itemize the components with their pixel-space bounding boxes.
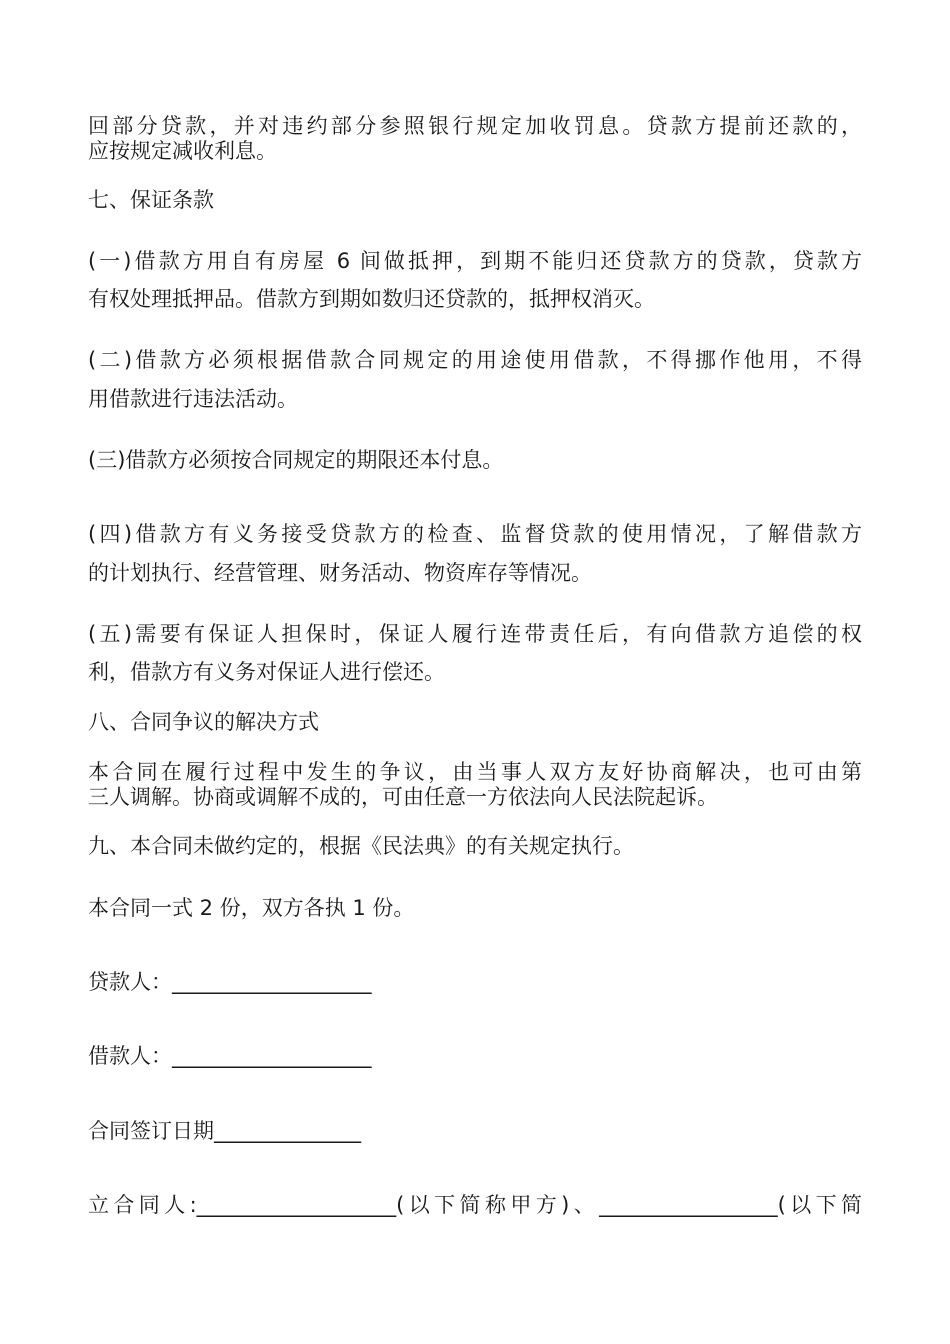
signature-line-lender: 贷款人：___________________ bbox=[88, 970, 372, 994]
section-heading: 九、本合同未做约定的，根据《民法典》的有关规定执行。 bbox=[88, 834, 634, 858]
paragraph-line: 回部分贷款，并对违约部分参照银行规定加收罚息。贷款方提前还款的， bbox=[88, 114, 862, 138]
section-heading: 八、合同争议的解决方式 bbox=[88, 710, 319, 734]
paragraph-line: (一)借款方用自有房屋 6 间做抵押，到期不能归还贷款方的贷款，贷款方 bbox=[88, 249, 862, 273]
signature-line-borrower: 借款人：___________________ bbox=[88, 1044, 372, 1068]
paragraph-line: (二)借款方必须根据借款合同规定的用途使用借款，不得挪作他用，不得 bbox=[88, 348, 862, 372]
signing-date-line: 合同签订日期______________ bbox=[88, 1119, 361, 1143]
contract-parties-line: 立合同人:___________________(以下简称甲方)、_________________(以下简 bbox=[88, 1193, 862, 1217]
paragraph-line: (四)借款方有义务接受贷款方的检查、监督贷款的使用情况，了解借款方 bbox=[88, 522, 862, 546]
paragraph-line: 本合同在履行过程中发生的争议，由当事人双方友好协商解决，也可由第 bbox=[88, 760, 862, 784]
paragraph-line: 三人调解。协商或调解不成的，可由任意一方依法向人民法院起诉。 bbox=[88, 785, 718, 809]
paragraph-line: (三)借款方必须按合同规定的期限还本付息。 bbox=[88, 448, 504, 472]
paragraph-line: 有权处理抵押品。借款方到期如数归还贷款的，抵押权消灭。 bbox=[88, 287, 655, 311]
paragraph-line: (五)需要有保证人担保时，保证人履行连带责任后，有向借款方追偿的权 bbox=[88, 622, 862, 646]
paragraph-line: 的计划执行、经营管理、财务活动、物资库存等情况。 bbox=[88, 561, 592, 585]
paragraph-line: 应按规定减收利息。 bbox=[88, 139, 277, 163]
paragraph-line: 利，借款方有义务对保证人进行偿还。 bbox=[88, 660, 445, 684]
paragraph-line: 用借款进行违法活动。 bbox=[88, 387, 298, 411]
paragraph-line: 本合同一式 2 份，双方各执 1 份。 bbox=[88, 896, 415, 920]
section-heading: 七、保证条款 bbox=[88, 188, 214, 212]
